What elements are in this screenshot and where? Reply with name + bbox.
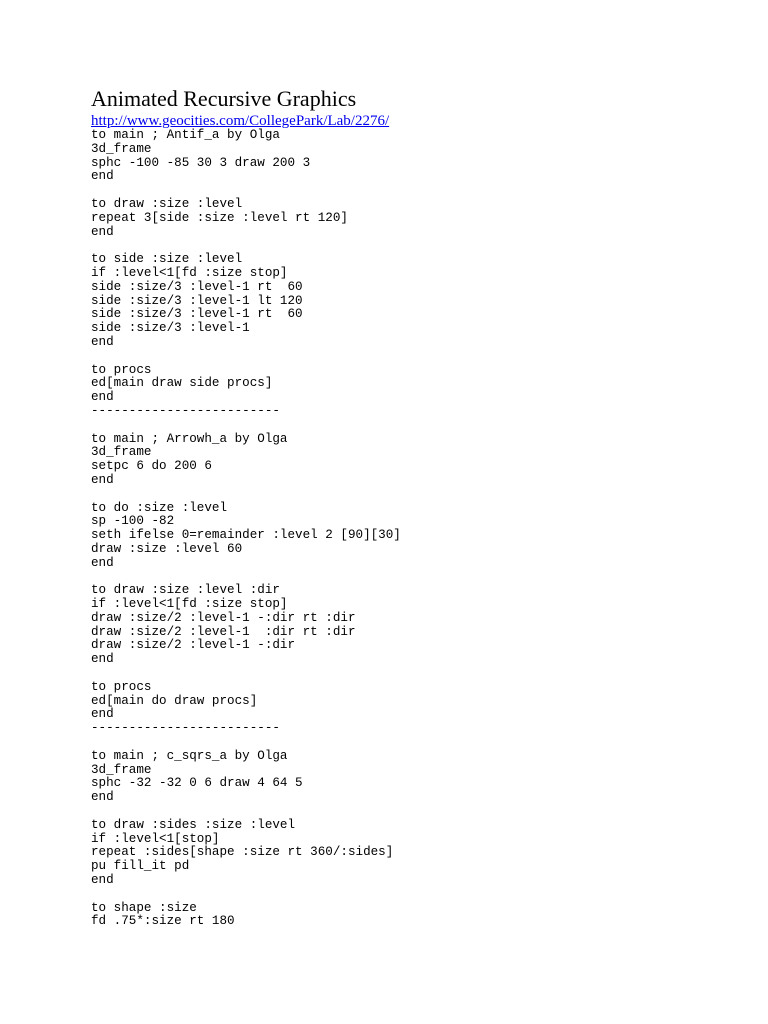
code-line: sphc -32 -32 0 6 draw 4 64 5 bbox=[91, 776, 303, 791]
code-line: to main ; c_sqrs_a by Olga bbox=[91, 748, 288, 763]
code-line: to procs bbox=[91, 679, 152, 694]
code-line: repeat :sides[shape :size rt 360/:sides] bbox=[91, 845, 394, 860]
code-line bbox=[91, 888, 751, 902]
code-line bbox=[91, 736, 751, 750]
code-line: draw :size :level 60 bbox=[91, 541, 243, 556]
code-line: to draw :size :level :dir bbox=[91, 583, 280, 598]
code-line: side :size/3 :level-1 lt 120 bbox=[91, 293, 303, 308]
code-line: side :size/3 :level-1 rt 60 bbox=[91, 307, 303, 322]
code-line: ------------------------- bbox=[91, 403, 280, 418]
code-line: end bbox=[91, 707, 114, 722]
source-link[interactable]: http://www.geocities.com/CollegePark/Lab/2276/ bbox=[91, 113, 390, 129]
code-line bbox=[91, 239, 751, 253]
code-line: to do :size :level bbox=[91, 500, 228, 515]
code-line: ------------------------- bbox=[91, 721, 280, 736]
code-line bbox=[91, 350, 751, 364]
code-line: repeat 3[side :size :level rt 120] bbox=[91, 210, 348, 225]
code-line: fd .75*:size rt 180 bbox=[91, 914, 235, 929]
document-page bbox=[91, 86, 751, 929]
code-line: to draw :sides :size :level bbox=[91, 817, 296, 832]
code-line: side :size/3 :level-1 rt 60 bbox=[91, 279, 303, 294]
code-line: end bbox=[91, 169, 114, 184]
code-line: if :level<1[fd :size stop] bbox=[91, 265, 288, 280]
code-line: 3d_frame bbox=[91, 762, 152, 777]
code-line: setpc 6 do 200 6 bbox=[91, 459, 212, 474]
code-line: to procs bbox=[91, 362, 152, 377]
code-line: side :size/3 :level-1 bbox=[91, 321, 250, 336]
code-line: end bbox=[91, 472, 114, 487]
code-line: pu fill_it pd bbox=[91, 859, 190, 874]
code-line: sp -100 -82 bbox=[91, 514, 175, 529]
code-line: draw :size/2 :level-1 -:dir bbox=[91, 638, 296, 653]
code-line: to main ; Arrowh_a by Olga bbox=[91, 431, 288, 446]
code-line: to side :size :level bbox=[91, 252, 243, 267]
code-line bbox=[91, 419, 751, 433]
code-line: end bbox=[91, 390, 114, 405]
code-line: end bbox=[91, 224, 114, 239]
page-title: Animated Recursive Graphics bbox=[91, 86, 357, 111]
code-line bbox=[91, 667, 751, 681]
code-line: to shape :size bbox=[91, 900, 197, 915]
code-line: 3d_frame bbox=[91, 445, 152, 460]
code-line: draw :size/2 :level-1 -:dir rt :dir bbox=[91, 610, 356, 625]
code-line: end bbox=[91, 652, 114, 667]
code-line: seth ifelse 0=remainder :level 2 [90][30] bbox=[91, 528, 401, 543]
code-line: if :level<1[stop] bbox=[91, 831, 220, 846]
code-line: 3d_frame bbox=[91, 141, 152, 156]
code-line bbox=[91, 805, 751, 819]
code-line: end bbox=[91, 555, 114, 570]
code-line bbox=[91, 184, 751, 198]
code-line: end bbox=[91, 790, 114, 805]
code-line: ed[main do draw procs] bbox=[91, 693, 258, 708]
code-line: ed[main draw side procs] bbox=[91, 376, 273, 391]
code-line: sphc -100 -85 30 3 draw 200 3 bbox=[91, 155, 311, 170]
code-line: to main ; Antif_a by Olga bbox=[91, 128, 280, 142]
code-line: if :level<1[fd :size stop] bbox=[91, 597, 288, 612]
code-line: to draw :size :level bbox=[91, 196, 243, 211]
code-line bbox=[91, 488, 751, 502]
code-listing bbox=[91, 129, 751, 929]
code-line: end bbox=[91, 334, 114, 349]
code-line: draw :size/2 :level-1 :dir rt :dir bbox=[91, 624, 356, 639]
code-line: end bbox=[91, 873, 114, 888]
code-line bbox=[91, 571, 751, 585]
